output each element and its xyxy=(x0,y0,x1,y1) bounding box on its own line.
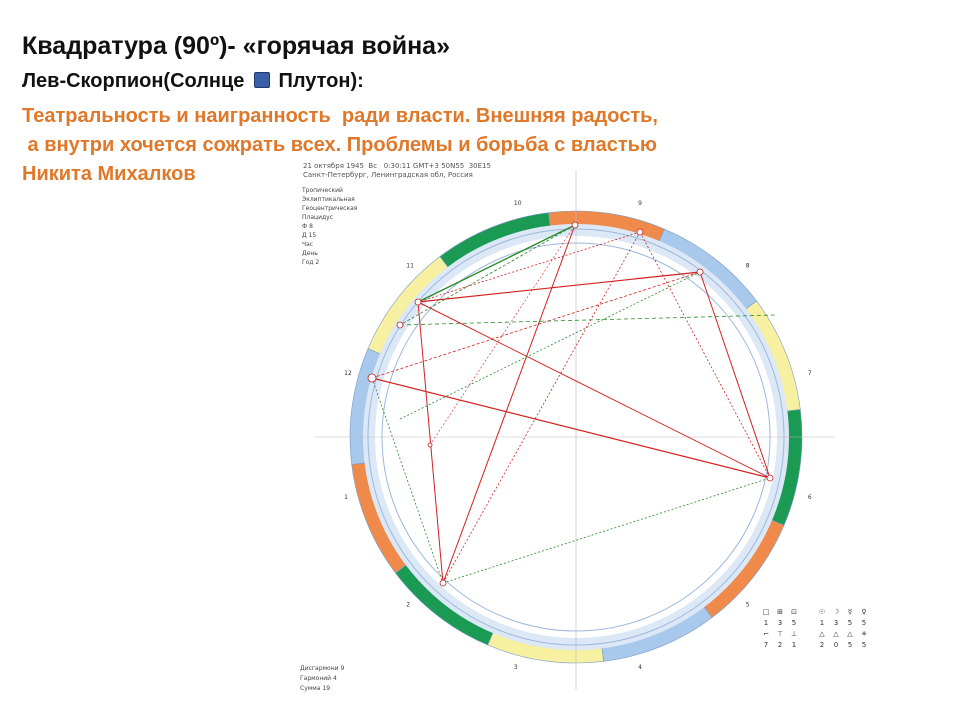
aspect-grid-cell: ☿ xyxy=(847,608,853,616)
aspect-grid-cell: 5 xyxy=(847,619,853,627)
aspect-grid-cell: 5 xyxy=(861,641,867,649)
aspect-grid-cell: ⌐ xyxy=(763,630,769,638)
chart-setting-line: Ф 8 xyxy=(302,223,313,230)
house-number: 10 xyxy=(513,200,522,208)
slide-title: Квадратура (90º)- «горячая война» xyxy=(22,32,450,60)
square-aspect-icon xyxy=(254,72,270,88)
chart-header: 21 октября 1945 Вс 0:30:11 GMT+3 50N55 30E15 Санкт-Петербург, Ленинградская обл, Россия xyxy=(303,162,491,179)
house-number: 6 xyxy=(807,494,812,502)
aspect-grid-cell xyxy=(802,608,814,619)
aspect-grid-cell xyxy=(802,619,814,630)
house-number: 2 xyxy=(406,601,411,609)
aspect-grid-row xyxy=(760,619,870,630)
subtitle-planets: Плутон): xyxy=(278,70,364,92)
chart-setting-line: Год 2 xyxy=(302,259,320,266)
aspect-grid-row xyxy=(760,630,870,641)
house-number: 4 xyxy=(638,663,642,671)
aspect-grid-cell: □ xyxy=(762,608,770,616)
chart-setting-line: Тропический xyxy=(302,187,343,194)
chart-setting-line: День xyxy=(302,250,318,257)
chart-settings xyxy=(302,186,357,267)
aspect-grid-cell: ☉ xyxy=(818,608,826,616)
aspect-summary-grid xyxy=(760,608,870,654)
subtitle-signs: Лев-Скорпион(Солнце xyxy=(22,70,245,92)
harmony-summary-line: Сумма 19 xyxy=(300,685,331,692)
house-number: 7 xyxy=(807,369,812,377)
chart-setting-line: Эклиптикальная xyxy=(302,196,355,203)
house-number: 12 xyxy=(344,369,352,377)
chart-harmony-summary xyxy=(300,664,344,694)
chart-setting-line: Д 15 xyxy=(302,232,317,239)
aspect-grid-cell: 0 xyxy=(833,641,839,649)
aspect-grid-cell: △ xyxy=(833,630,839,638)
slide-subtitle xyxy=(22,70,364,93)
aspect-grid-cell: 1 xyxy=(791,641,797,649)
aspect-grid-cell: 3 xyxy=(833,619,839,627)
aspect-grid-cell: ⊡ xyxy=(791,608,797,616)
aspect-grid-cell: 2 xyxy=(819,641,825,649)
aspect-grid-cell: 5 xyxy=(847,641,853,649)
harmony-summary-line: Дисгармони 9 xyxy=(300,665,345,672)
house-number: 8 xyxy=(745,262,750,270)
aspect-grid-cell xyxy=(802,641,814,652)
harmony-summary-line: Гармоний 4 xyxy=(300,675,337,682)
aspect-grid-cell: 7 xyxy=(763,641,769,649)
aspect-grid-cell: ⊥ xyxy=(790,630,798,638)
house-number: 1 xyxy=(344,494,349,502)
aspect-grid-cell: ✳ xyxy=(861,630,867,638)
aspect-grid-cell: △ xyxy=(847,630,853,638)
chart-setting-line: Плацидус xyxy=(302,214,334,221)
chart-setting-line: Геоцентрическая xyxy=(302,205,358,212)
aspect-grid-cell: ♀ xyxy=(861,608,867,616)
aspect-grid-cell: 5 xyxy=(791,619,797,627)
house-number: 9 xyxy=(638,200,642,208)
house-number: 11 xyxy=(406,262,414,270)
aspect-grid-row xyxy=(760,641,870,652)
aspect-grid-cell: ⊞ xyxy=(777,608,783,616)
slide-description: Театральность и наигранность ради власти. Внешняя радость, а внутри хочется сожрать всех. Проблемы и борьба с властью Никита Михалков xyxy=(22,105,658,185)
aspect-grid-cell: 2 xyxy=(777,641,783,649)
aspect-grid-cell: 3 xyxy=(777,619,783,627)
aspect-grid-cell: 5 xyxy=(861,619,867,627)
aspect-grid-cell: △ xyxy=(819,630,825,638)
aspect-grid-cell xyxy=(802,630,814,641)
aspect-grid-row xyxy=(760,608,870,619)
house-number: 3 xyxy=(513,663,518,671)
chart-setting-line: Час xyxy=(302,241,314,248)
aspect-grid-cell: ☽ xyxy=(832,608,840,616)
aspect-grid-cell: ⊤ xyxy=(776,630,784,638)
aspect-grid-cell: 1 xyxy=(763,619,769,627)
aspect-grid-cell: 1 xyxy=(819,619,825,627)
house-number: 5 xyxy=(745,601,750,609)
